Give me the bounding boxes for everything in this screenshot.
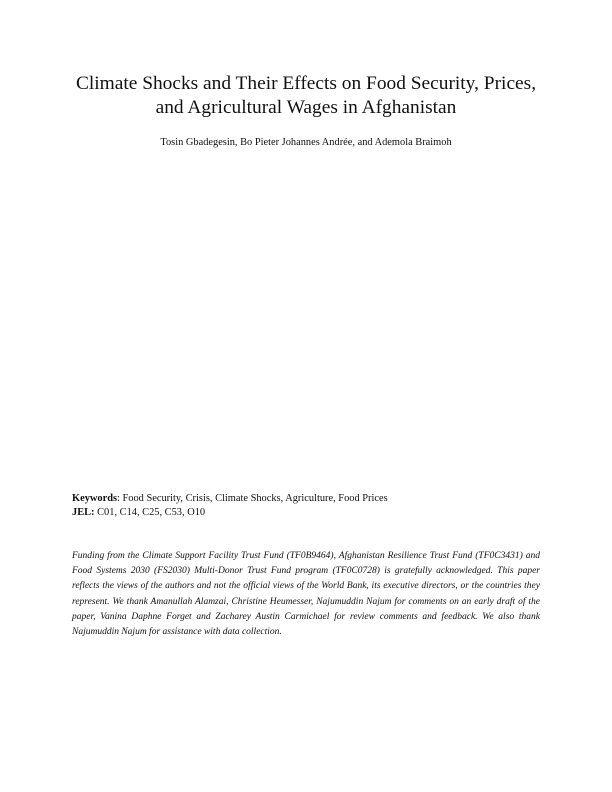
paper-title-line-2: and Agricultural Wages in Afghanistan — [155, 97, 457, 118]
jel-label: JEL: — [72, 507, 95, 518]
paper-title — [40, 72, 572, 120]
keywords-line — [72, 492, 542, 506]
author-list: Tosin Gbadegesin, Bo Pieter Johannes Andrée, and Ademola Braimoh — [160, 137, 452, 148]
keywords-label: Keywords — [72, 493, 118, 504]
paper-title-line-1: Climate Shocks and Their Effects on Food Security, Prices, — [75, 73, 537, 94]
jel-value: C01, C14, C25, C53, O10 — [94, 507, 206, 518]
funding-acknowledgement: Funding from the Climate Support Facility Trust Fund (TF0B9464), Afghanistan Resilience Trust Fund (TF0C3431) and Food Systems 2030 (FS2030) Multi-Donor Trust Fund program (TF0C0728) is gratefully acknowledged. This paper reflects the views of the authors and not the official views of the World Bank, its executive directors, or the countries they represent. We thank Amanullah Alamzai, Christine Heumesser, Najumuddin Najum for comments on an early draft of the paper, Vanina Daphne Forget and Zacharey Austin Carmichael for review comments and feedback. We also thank Najumuddin Najum for assistance with data collection. — [72, 551, 540, 638]
keywords-value: : Food Security, Crisis, Climate Shocks, Agriculture, Food Prices — [117, 493, 388, 504]
jel-codes-line — [72, 506, 542, 520]
